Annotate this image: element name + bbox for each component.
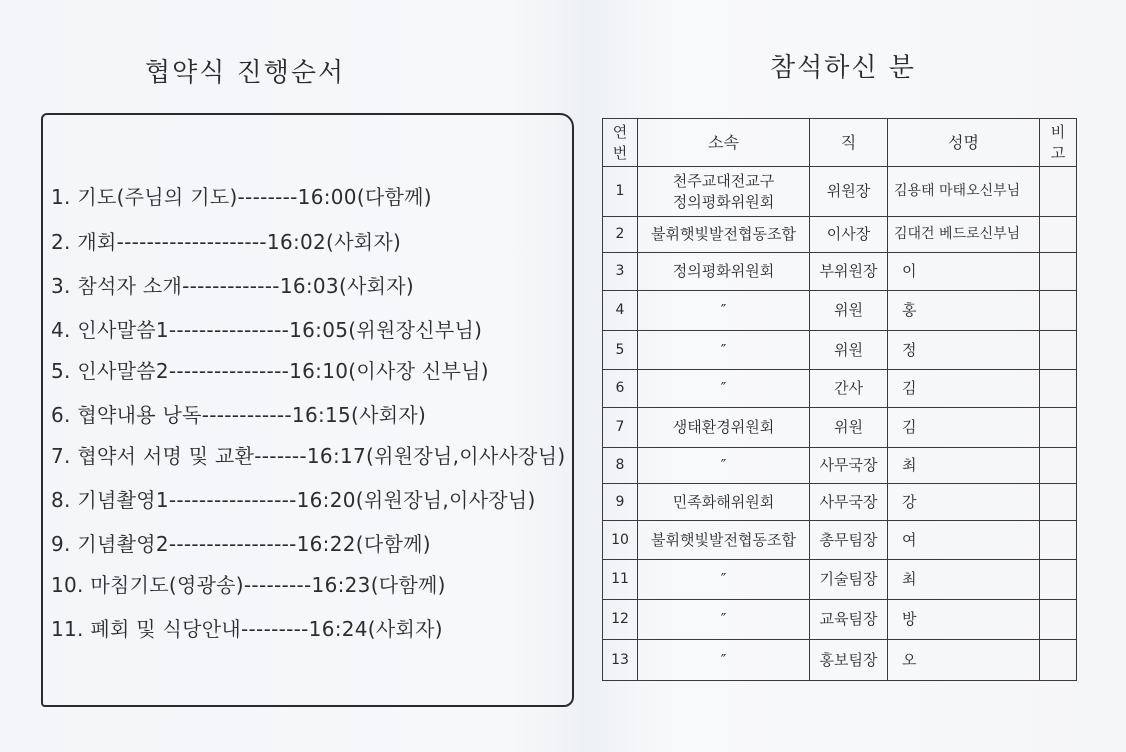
header-note-line2: 고: [1050, 143, 1066, 162]
cell-position: 간사: [810, 370, 888, 408]
program-item: 8. 기념촬영1-----------------16:20(위원장님,이사장님): [51, 488, 536, 512]
table-row: [603, 448, 1077, 484]
table-row: [603, 600, 1077, 640]
table-row: [603, 291, 1077, 331]
cell-no: 10: [603, 521, 638, 560]
table-row: [603, 560, 1077, 600]
cell-no: 5: [603, 331, 638, 370]
cell-name: 김대건 베드로신부님: [888, 217, 1040, 253]
cell-position: 위원장: [810, 167, 888, 217]
cell-affiliation: ″: [638, 560, 810, 600]
table-row: [603, 370, 1077, 408]
program-item: 3. 참석자 소개-------------16:03(사회자): [51, 274, 415, 298]
program-item: 10. 마침기도(영광송)---------16:23(다함께): [51, 573, 446, 597]
cell-affiliation: ″: [638, 448, 810, 484]
cell-name: 김용태 마태오신부님: [888, 167, 1040, 217]
program-item: 11. 폐회 및 식당안내---------16:24(사회자): [51, 617, 443, 641]
cell-note: [1040, 291, 1077, 331]
cell-name: 홍: [888, 291, 1040, 331]
table-row: [603, 640, 1077, 681]
program-item: 6. 협약내용 낭독------------16:15(사회자): [51, 403, 427, 427]
cell-name: 방: [888, 600, 1040, 640]
cell-affiliation: 불휘햇빛발전협동조합: [638, 521, 810, 560]
program-title: 협약식 진행순서: [145, 58, 346, 88]
table-row: [603, 408, 1077, 448]
cell-no: 7: [603, 408, 638, 448]
cell-affiliation: ″: [638, 640, 810, 681]
table-row: [603, 331, 1077, 370]
cell-name: 최: [888, 448, 1040, 484]
cell-name: 김: [888, 408, 1040, 448]
cell-note: [1040, 521, 1077, 560]
table-header-row: [603, 119, 1077, 167]
cell-affiliation: 정의평화위원회: [638, 253, 810, 291]
cell-position: 위원: [810, 408, 888, 448]
cell-no: 2: [603, 217, 638, 253]
cell-name: 이: [888, 253, 1040, 291]
program-box: [41, 113, 574, 707]
program-item: 5. 인사말씀2----------------16:10(이사장 신부님): [51, 359, 489, 383]
table-row: [603, 484, 1077, 521]
program-item: 2. 개회--------------------16:02(사회자): [51, 230, 402, 254]
program-item: 7. 협약서 서명 및 교환-------16:17(위원장님,이사사장님): [51, 444, 566, 468]
cell-no: 13: [603, 640, 638, 681]
cell-note: [1040, 640, 1077, 681]
cell-name: 오: [888, 640, 1040, 681]
cell-name: 김: [888, 370, 1040, 408]
cell-no: 12: [603, 600, 638, 640]
cell-affiliation-line2: 정의평화위원회: [672, 192, 775, 211]
cell-affiliation: [638, 167, 810, 217]
cell-position: 사무국장: [810, 484, 888, 521]
header-no: [603, 119, 638, 167]
header-no-line2: 번: [612, 143, 628, 162]
cell-affiliation-line1: 천주교대전교구: [672, 171, 775, 190]
cell-no: 4: [603, 291, 638, 331]
cell-position: 기술팀장: [810, 560, 888, 600]
cell-name: 정: [888, 331, 1040, 370]
header-name: 성명: [888, 119, 1040, 167]
cell-note: [1040, 253, 1077, 291]
cell-no: 11: [603, 560, 638, 600]
program-item: 1. 기도(주님의 기도)--------16:00(다함께): [51, 185, 432, 209]
cell-note: [1040, 448, 1077, 484]
header-position: 직: [810, 119, 888, 167]
cell-affiliation: ″: [638, 331, 810, 370]
cell-affiliation: 생태환경위원회: [638, 408, 810, 448]
table-row: [603, 521, 1077, 560]
cell-position: 이사장: [810, 217, 888, 253]
header-note: [1040, 119, 1077, 167]
cell-position: 홍보팀장: [810, 640, 888, 681]
program-item: 9. 기념촬영2-----------------16:22(다함께): [51, 532, 431, 556]
cell-note: [1040, 331, 1077, 370]
table-row: [603, 253, 1077, 291]
cell-no: 9: [603, 484, 638, 521]
cell-affiliation: 불휘햇빛발전협동조합: [638, 217, 810, 253]
table-row: [603, 167, 1077, 217]
header-note-line1: 비: [1050, 122, 1066, 141]
cell-position: 사무국장: [810, 448, 888, 484]
cell-no: 6: [603, 370, 638, 408]
cell-name: 강: [888, 484, 1040, 521]
cell-position: 부위원장: [810, 253, 888, 291]
cell-note: [1040, 560, 1077, 600]
program-item: 4. 인사말씀1----------------16:05(위원장신부님): [51, 318, 483, 342]
cell-position: 교육팀장: [810, 600, 888, 640]
header-no-line1: 연: [612, 122, 628, 141]
cell-position: 위원: [810, 331, 888, 370]
cell-affiliation: 민족화해위원회: [638, 484, 810, 521]
cell-no: 1: [603, 167, 638, 217]
attendees-title: 참석하신 분: [770, 53, 916, 83]
attendee-table: [602, 118, 1077, 681]
cell-note: [1040, 370, 1077, 408]
header-affiliation: 소속: [638, 119, 810, 167]
cell-note: [1040, 600, 1077, 640]
cell-name: 여: [888, 521, 1040, 560]
cell-no: 3: [603, 253, 638, 291]
table-row: [603, 217, 1077, 253]
cell-note: [1040, 217, 1077, 253]
cell-note: [1040, 167, 1077, 217]
cell-affiliation: ″: [638, 370, 810, 408]
cell-affiliation: ″: [638, 600, 810, 640]
cell-no: 8: [603, 448, 638, 484]
cell-position: 위원: [810, 291, 888, 331]
cell-note: [1040, 484, 1077, 521]
cell-position: 총무팀장: [810, 521, 888, 560]
cell-affiliation: ″: [638, 291, 810, 331]
cell-name: 최: [888, 560, 1040, 600]
cell-note: [1040, 408, 1077, 448]
